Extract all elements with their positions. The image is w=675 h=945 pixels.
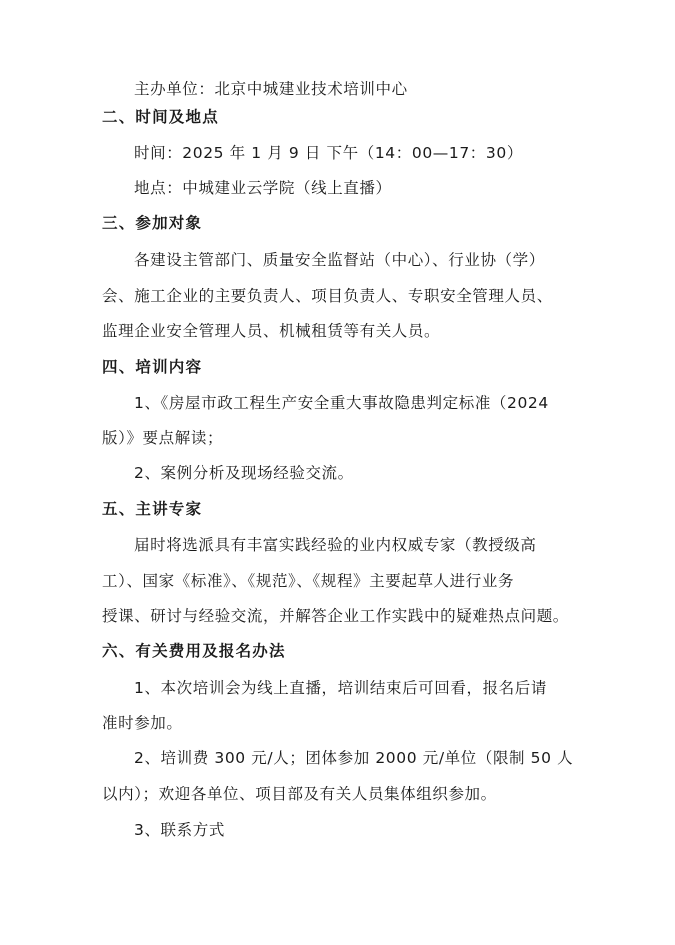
fees-item-2-line-2: 以内）；欢迎各单位、项目部及有关人员集体组织参加。 [102, 785, 497, 803]
fees-item-1-line-2: 准时参加。 [102, 714, 183, 732]
participants-line-1: 各建设主管部门、质量安全监督站（中心）、行业协（学） [134, 251, 545, 269]
experts-line-3: 授课、研讨与经验交流，并解答企业工作实践中的疑难热点问题。 [102, 607, 569, 625]
time-line: 时间：2025 年 1 月 9 日 下午（14：00—17：30） [134, 144, 523, 162]
section-heading-content: 四、培训内容 [102, 358, 203, 376]
experts-line-2: 工）、国家《标准》、《规范》、《规程》主要起草人进行业务 [102, 572, 515, 590]
participants-line-2: 会、施工企业的主要负责人、项目负责人、专职安全管理人员、 [102, 287, 553, 305]
organizer-line: 主办单位：北京中城建业技术培训中心 [134, 80, 408, 98]
content-item-1-line-1: 1、《房屋市政工程生产安全重大事故隐患判定标准（2024 [134, 394, 549, 412]
place-line: 地点：中城建业云学院（线上直播） [134, 179, 392, 197]
participants-line-3: 监理企业安全管理人员、机械租赁等有关人员。 [102, 322, 441, 340]
fees-item-3: 3、联系方式 [134, 821, 225, 839]
fees-item-2-line-1: 2、培训费 300 元/人；团体参加 2000 元/单位（限制 50 人 [134, 749, 574, 767]
section-heading-experts: 五、主讲专家 [102, 500, 203, 518]
content-item-2: 2、案例分析及现场经验交流。 [134, 464, 354, 482]
content-item-1-line-2: 版）》要点解读； [102, 429, 224, 447]
fees-item-1-line-1: 1、本次培训会为线上直播，培训结束后可回看，报名后请 [134, 679, 547, 697]
section-heading-participants: 三、参加对象 [102, 214, 203, 232]
section-heading-fees: 六、有关费用及报名办法 [102, 642, 286, 660]
experts-line-1: 届时将选派具有丰富实践经验的业内权威专家（教授级高 [134, 536, 537, 554]
section-heading-time-place: 二、时间及地点 [102, 108, 219, 126]
